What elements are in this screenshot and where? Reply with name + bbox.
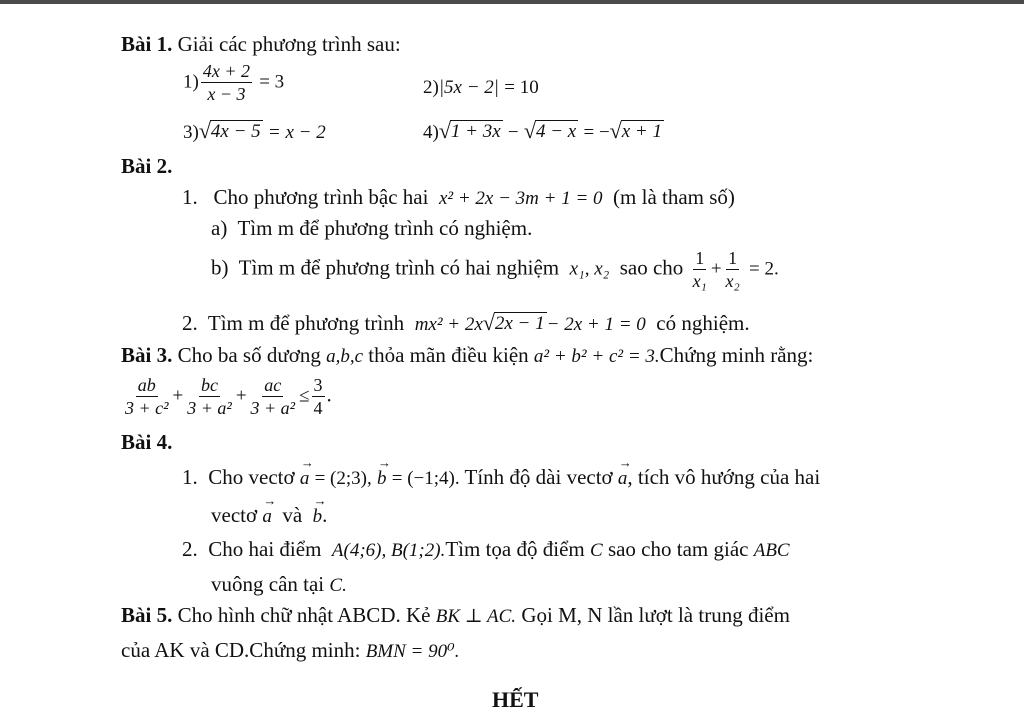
bai2-item1-text: Cho phương trình bậc hai	[213, 185, 429, 209]
bai3-term2	[185, 376, 234, 417]
eq1-label: 1)	[183, 71, 199, 93]
bai2-item1b-roots: x₁, x₂	[569, 258, 610, 280]
bai4-item2-points: A(4;6), B(1;2).	[331, 540, 446, 561]
bai3-leq: ≤	[299, 385, 310, 407]
bai5-text1: Cho hình chữ nhật ABCD. Kẻ	[177, 603, 431, 627]
frac2-den: x₂	[725, 271, 740, 291]
vector-a: → a	[300, 469, 310, 488]
bai2-item2-sqrt: √ 2x − 1	[482, 310, 545, 335]
frac1-den: x₁	[692, 271, 707, 291]
vector-b-value: = (−1;4).	[391, 468, 460, 489]
bai3-plus2: +	[235, 385, 247, 407]
bai3-title: Bài 3.	[121, 343, 173, 367]
bai2-item1-equation: x² + 2x − 3m + 1 = 0	[438, 188, 603, 209]
eq4-sqrt3: √ x + 1	[609, 118, 663, 143]
bai2-item1a	[211, 218, 532, 239]
bai4-item1-line1	[182, 467, 820, 488]
vector-a-value: = (2;3),	[314, 468, 372, 489]
end-marker: HẾT	[492, 687, 539, 712]
eq4-label: 4)	[423, 122, 439, 143]
eq4-minus: −	[507, 122, 519, 143]
term3-den: 3 + a²	[250, 398, 296, 418]
eq4-sqrt2: √ 4 − x	[523, 118, 577, 143]
term1-den: 3 + c²	[125, 398, 169, 418]
bai2-item1	[182, 187, 735, 208]
bai4-item1-period: .	[322, 503, 328, 527]
bai2-item2-tail: có nghiệm.	[656, 311, 750, 335]
eq1-denominator: x − 3	[207, 84, 246, 104]
bai2-item2-eq-start: mx² + 2x	[414, 314, 483, 335]
bai3-end: .	[326, 382, 332, 407]
vector-a-ref2: → a	[262, 507, 272, 526]
bai4-item2-c: C	[590, 540, 603, 561]
eq4-radicand1: 1 + 3x	[450, 121, 501, 143]
bai3-vars: a,b,c	[326, 346, 364, 367]
frac-plus: +	[710, 258, 722, 280]
eq2-abs: |5x − 2|	[438, 77, 500, 98]
bai2-item1b-text: Tìm m để phương trình có hai nghiệm	[238, 255, 560, 280]
bai4-item1-text: Cho vectơ	[208, 465, 295, 489]
rhs-den: 4	[313, 398, 323, 418]
term1-num: ab	[137, 375, 156, 395]
eq2-label: 2)	[423, 77, 439, 98]
bai3-condition: a² + b² + c² = 3.	[533, 346, 660, 367]
bai2-item1a-label: a)	[211, 216, 228, 240]
term3-num: ac	[264, 375, 282, 395]
bai4-item2-line1	[182, 539, 790, 560]
bai3-text-before: Cho ba số dương	[177, 343, 321, 367]
eq3-sqrt: √ 4x − 5	[198, 118, 261, 143]
bai1-heading	[121, 34, 401, 55]
bai2-item1b	[211, 249, 779, 290]
bai2-item1-label: 1.	[182, 185, 198, 209]
bai5-perp: BK ⊥ AC.	[435, 606, 517, 627]
bai2-title: Bài 2.	[121, 154, 173, 178]
bai4-item1-line2-text: vectơ	[211, 503, 258, 527]
eq1-numerator: 4x + 2	[202, 61, 250, 81]
eq2-rhs: = 10	[504, 77, 539, 98]
bai3-term3	[249, 376, 298, 417]
bai1-title: Bài 1.	[121, 32, 173, 56]
bai4-item2-text-mid: Tìm tọa độ điểm	[445, 537, 585, 561]
term2-den: 3 + a²	[187, 398, 232, 418]
eq1-fraction	[201, 62, 252, 103]
bai2-item2-radicand: 2x − 1	[494, 313, 545, 335]
bai2-heading	[121, 156, 172, 177]
frac1-num: 1	[695, 248, 705, 268]
eq4-radicand3: x + 1	[621, 121, 663, 143]
eq3-rhs: = x − 2	[267, 122, 326, 143]
bai4-item2-line2-text: vuông cân tại	[211, 572, 325, 596]
bai4-item1-label: 1.	[182, 465, 198, 489]
bai1-eq1	[183, 62, 284, 103]
bai2-item2-label: 2.	[182, 311, 198, 335]
bai2-item1b-label: b)	[211, 255, 229, 280]
eq4-rhs: = −	[583, 122, 610, 143]
bai4-item2-text: Cho hai điểm	[208, 537, 322, 561]
bai3-inequality	[121, 376, 332, 417]
bai5-line2	[121, 640, 460, 661]
bai4-item1-text-after: Tính độ dài vectơ	[464, 465, 613, 489]
bai1-eq3	[183, 120, 326, 142]
bai4-item1-tail: , tích vô hướng của hai	[627, 465, 821, 489]
bai3-rhs	[312, 376, 325, 417]
bai5-line2-text: của AK và CD.Chứng minh:	[121, 638, 361, 662]
bai4-item2-text-after: sao cho tam giác	[607, 537, 749, 561]
bai2-item2-text: Tìm m để phương trình	[207, 311, 405, 335]
bai4-item2-c2: C.	[329, 575, 347, 596]
bai2-item1b-rhs: = 2.	[749, 258, 779, 280]
eq1-rhs: = 3	[259, 71, 285, 93]
term2-num: bc	[201, 375, 219, 395]
bai4-item2-line2	[211, 574, 347, 595]
eq3-radicand: 4x − 5	[210, 121, 261, 143]
bai4-item1-and: và	[282, 503, 303, 527]
bai5-text2: Gọi M, N lần lượt là trung điểm	[521, 603, 790, 627]
bai1-eq2	[423, 76, 539, 97]
bai2-item2-eq-end: − 2x + 1 = 0	[546, 314, 646, 335]
bai3-plus1: +	[172, 385, 184, 407]
bai4-heading	[121, 432, 172, 453]
eq3-label: 3)	[183, 122, 199, 143]
bai3-statement	[121, 345, 813, 366]
bai2-frac2	[724, 249, 742, 290]
frac2-num: 1	[728, 248, 738, 268]
bai2-frac1	[691, 249, 709, 290]
bai3-text-mid: thỏa mãn điều kiện	[368, 343, 529, 367]
bai2-item2	[182, 312, 750, 334]
bai1-eq4	[423, 120, 664, 142]
bai1-intro: Giải các phương trình sau:	[177, 32, 401, 56]
vector-b: → b	[377, 469, 387, 488]
vector-a-ref: → a	[618, 469, 628, 488]
bai4-item2-label: 2.	[182, 537, 198, 561]
bai2-item1a-text: Tìm m để phương trình có nghiệm.	[237, 216, 533, 240]
eq4-radicand2: 4 − x	[535, 121, 577, 143]
bai4-item1-line2	[211, 505, 327, 526]
bai5-claim: BMN = 90⁰.	[365, 641, 460, 662]
bai2-item1b-connector: sao cho	[619, 255, 684, 280]
bai4-item2-abc: ABC	[753, 540, 790, 561]
bai3-term1	[123, 376, 171, 417]
bai5-title: Bài 5.	[121, 603, 173, 627]
exam-page	[0, 4, 1024, 728]
bai5-line1	[121, 605, 790, 626]
bai3-text-after: Chứng minh rằng:	[659, 343, 814, 367]
rhs-num: 3	[313, 375, 323, 395]
vector-b-ref: → b	[313, 507, 323, 526]
bai4-title: Bài 4.	[121, 430, 173, 454]
eq4-sqrt1: √ 1 + 3x	[438, 118, 501, 143]
bai2-item1-note: (m là tham số)	[613, 185, 735, 209]
